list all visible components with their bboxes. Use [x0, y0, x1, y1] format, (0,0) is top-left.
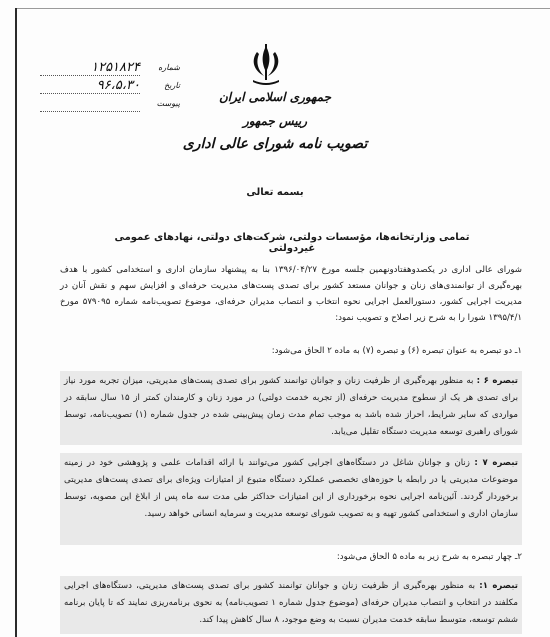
note-6-text: به منظور بهره‌گیری از ظرفیت زنان و جوانان توانمند کشور برای تصدی پست‌های مدیریتی، میزان تجربه مورد نیاز برای تصدی هر یک از سطوح مدیریت حرفه‌ای (از تجربه خدمت دولتی) در مورد زنان و کارمندان کمتر از ۱۵ سال سابقه در مواردی که سایر شرایط، احراز شده باشد به موجب تمام مدت زمان پیش‌بینی شده در جدول شماره (۱) تصویب‌نامه، توسط شورای راهبری توسعه مدیریت دستگاه تقلیل می‌یابد. — [64, 376, 519, 437]
meta-date-row — [40, 78, 180, 96]
item-2: ۲ـ چهار تبصره به شرح زیر به ماده ۵ الحاق می‌شود: — [336, 552, 522, 562]
letterhead-title: تصویب نامه شورای عالی اداری — [182, 136, 368, 152]
page-top-edge — [15, 8, 550, 9]
note-1-label: تبصره ۱: — [479, 581, 518, 591]
letterhead-office: رییس جمهور — [242, 114, 308, 128]
letterhead-country: جمهوری اسلامی ایران — [218, 90, 332, 104]
note-7-box — [60, 453, 522, 545]
note-6-label: تبصره ۶ : — [476, 376, 519, 386]
meta-underline — [40, 93, 140, 94]
meta-underline — [40, 75, 140, 76]
date-label: تاریخ — [164, 81, 180, 90]
number-label: شماره — [158, 63, 180, 72]
note-7-label: تبصره ۷ : — [474, 458, 518, 468]
iran-emblem-icon — [245, 42, 287, 86]
attachment-label: پیوست — [156, 99, 180, 108]
note-1-text: به منظور بهره‌گیری از ظرفیت زنان و جوانان توانمند کشور برای تصدی پست‌های مدیریتی، دستگاه‌های اجرایی مکلفند در انتخاب و انتصاب مدیران حرفه‌ای (موضوع جدول شماره ۱ تصویب‌نامه) به نحوی برنامه‌ریزی نمایند که تا پایان برنامه ششم توسعه، متوسط سابقه خدمت مدیران نسبت به وضع موجود، ۸ سال کاهش پیدا کند. — [64, 581, 518, 625]
letter-meta — [40, 60, 180, 114]
note-7-text: زنان و جوانان شاغل در دستگاه‌های اجرایی کشور می‌توانند با ارائه اقدامات علمی و پژوهشی خود در زمینه موضوعات مدیریتی یا در رابطه با حوزه‌های تخصصی عملکرد دستگاه متبوع از امتیازات ویژه‌ای برای تصدی پست‌های مدیریتی برخوردار گردند. آئین‌نامه اجرایی نحوه برخورداری از این امتیازات حداکثر طی مدت سه ماه پس از ابلاغ این مصوبه، توسط سازمان اداری و استخدامی کشور تهیه و به تصویب شورای توسعه مدیریت و سرمایه انسانی خواهد رسید. — [64, 458, 518, 519]
intro-paragraph: شورای عالی اداری در یکصدوهفتادونهمین جلسه مورخ ۱۳۹۶/۰۴/۲۷ بنا به پیشنهاد سازمان اداری و استخدامی کشور با هدف بهره‌گیری از توانمندی‌های زنان و جوانان مستعد کشور برای تصدی پست‌های مدیریت حرفه‌ای و افزایش سهم و نقش آنان در مدیریت اجرایی کشور، دستورالعمل اجرایی نحوه انتخاب و انتصاب مدیران حرفه‌ای، موضوع تصویب‌نامه شماره ۵۷۹۰۹۵ مورخ ۱۳۹۵/۴/۱ شورا را به شرح زیر اصلاح و تصویب نمود: — [60, 265, 522, 323]
date-value: ۹۶،۵،۳۰ — [96, 78, 140, 93]
bismillah: بسمه تعالی — [246, 187, 304, 198]
page-left-edge — [15, 8, 17, 637]
item-1: ۱ـ دو تبصره به عنوان تبصره (۶) و تبصره (۷) به ماده ۲ الحاق می‌شود: — [271, 346, 522, 356]
recipients: تمامی وزارتخانه‌ها، مؤسسات دولتی، شرکت‌های دولتی، نهادهای عمومی غیردولتی — [114, 232, 470, 254]
note-6-box — [60, 371, 522, 445]
note-1-box — [60, 576, 522, 634]
meta-underline — [40, 111, 140, 112]
meta-attachment-row — [40, 96, 180, 114]
meta-number-row — [40, 60, 180, 78]
number-value: ۱۲۵۱۸۲۴ — [91, 60, 140, 75]
